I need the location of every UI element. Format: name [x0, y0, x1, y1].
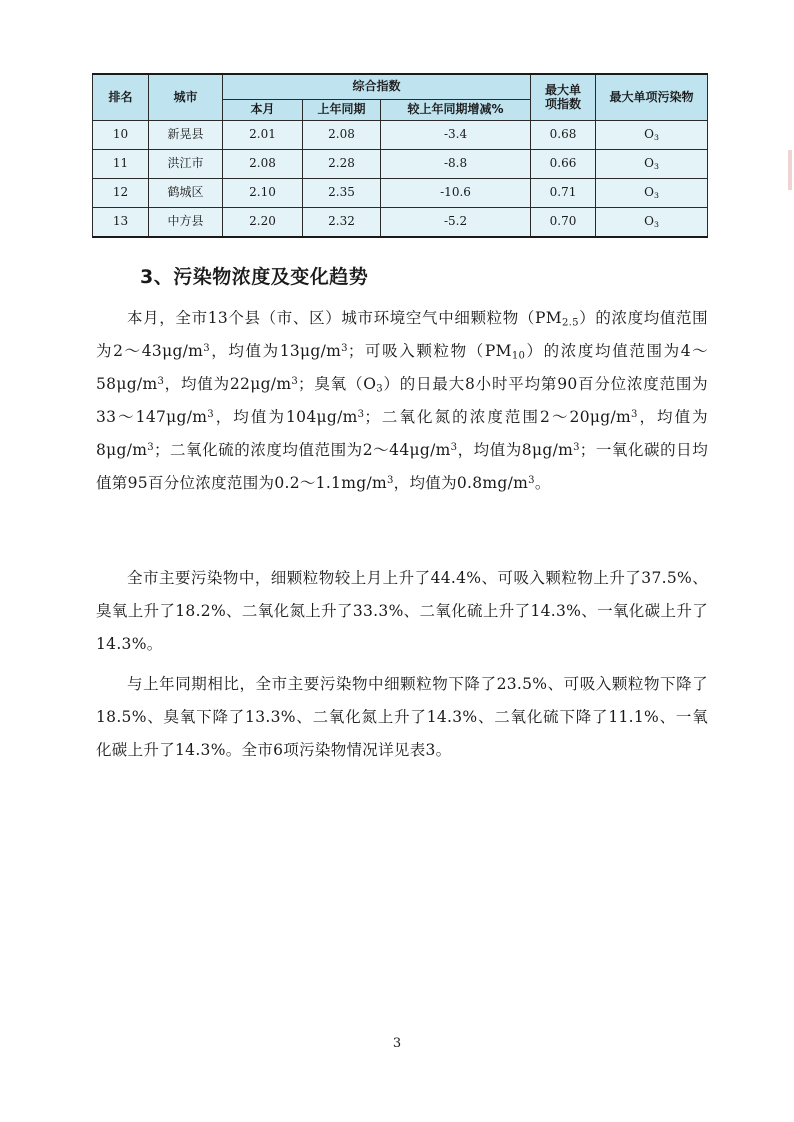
superscript: 3 [528, 474, 535, 486]
cell-change: -5.2 [381, 208, 531, 238]
header-city: 城市 [149, 74, 223, 121]
table-row [93, 150, 708, 179]
text-run: ）的浓度均值范围为2～43μg/m [96, 309, 708, 360]
pollutant-symbol: O [644, 214, 654, 229]
text-run: ，均值为8μg/m [96, 408, 708, 459]
cell-rank: 13 [93, 208, 149, 238]
cell-this-month: 2.10 [223, 179, 303, 208]
text-run: 本月，全市13个县（市、区）城市环境空气中细颗粒物（PM [127, 309, 562, 327]
cell-this-month: 2.01 [223, 121, 303, 150]
pollutant-subscript: 3 [653, 220, 659, 230]
superscript: 3 [630, 408, 638, 420]
text-run: ，均值为22μg/m [164, 375, 292, 393]
cell-last-year: 2.35 [303, 179, 381, 208]
text-run: ，均值为0.8mg/m [393, 474, 529, 492]
subscript: 3 [376, 383, 383, 395]
pollutant-subscript: 3 [653, 191, 659, 201]
page-number: 3 [392, 1036, 402, 1051]
text-run: ；一氧化碳的日均值第95百分位浓度范围为0.2～1.1mg/m [96, 441, 708, 492]
cell-change: -8.8 [381, 150, 531, 179]
text-run: ）的日最大8小时平均第90百分位浓度范围为33～147μg/m [96, 375, 708, 426]
cell-max-index: 0.68 [531, 121, 596, 150]
superscript: 3 [341, 342, 348, 354]
header-this-month: 本月 [223, 100, 303, 121]
pollutant-subscript: 3 [653, 133, 659, 143]
text-run: ，均值为8μg/m [457, 441, 574, 459]
cell-last-year: 2.32 [303, 208, 381, 238]
table-row [93, 121, 708, 150]
cell-city: 洪江市 [149, 150, 223, 179]
text-run: ，均值为104μg/m [213, 408, 358, 426]
cell-change: -10.6 [381, 179, 531, 208]
cell-last-year: 2.08 [303, 121, 381, 150]
scan-edge-mark [788, 150, 792, 190]
pollutant-symbol: O [644, 156, 654, 171]
paragraph-year-change: 与上年同期相比，全市主要污染物中细颗粒物下降了23.5%、可吸入颗粒物下降了18.5%、臭氧下降了13.3%、二氧化氮上升了14.3%、二氧化硫下降了11.1%、一氧化碳上升了14.3%。全市6项污染物情况详见表3。 [96, 675, 708, 759]
superscript: 3 [203, 342, 210, 354]
header-max-single-line1: 最大单 [545, 82, 582, 97]
text-run: ；臭氧（O [298, 375, 377, 393]
header-composite-index: 综合指数 [223, 74, 531, 100]
text-run: ；二氧化硫的浓度均值范围为2～44μg/m [153, 441, 451, 459]
cell-max-index: 0.66 [531, 150, 596, 179]
cell-city: 中方县 [149, 208, 223, 238]
cell-rank: 11 [93, 150, 149, 179]
superscript: 3 [207, 408, 214, 420]
cell-city: 鹤城区 [149, 179, 223, 208]
pollutant-subscript: 3 [653, 162, 659, 172]
header-change: 较上年同期增减% [381, 100, 531, 121]
cell-last-year: 2.28 [303, 150, 381, 179]
text-run: ；二氧化氮的浓度范围2～20μg/m [364, 408, 631, 426]
text-run: ）的浓度均值范围为4～58μg/m [96, 342, 708, 393]
subscript: 2.5 [561, 317, 579, 329]
superscript: 3 [147, 441, 154, 453]
subscript: 10 [511, 350, 526, 362]
text-run: ，均值为13μg/m [209, 342, 342, 360]
table-header-row-1 [93, 74, 708, 100]
air-quality-table [92, 73, 708, 238]
cell-pollutant [596, 208, 708, 238]
superscript: 3 [357, 408, 365, 420]
superscript: 3 [573, 441, 580, 453]
table-row [93, 179, 708, 208]
superscript: 3 [157, 375, 165, 387]
header-rank: 排名 [93, 74, 149, 121]
cell-max-index: 0.70 [531, 208, 596, 238]
air-quality-table-wrapper [92, 73, 707, 238]
section-heading: 3、污染物浓度及变化趋势 [140, 266, 369, 288]
superscript: 3 [291, 375, 299, 387]
header-max-pollutant: 最大单项污染物 [596, 74, 708, 121]
cell-pollutant [596, 121, 708, 150]
header-last-year: 上年同期 [303, 100, 381, 121]
cell-pollutant [596, 150, 708, 179]
cell-rank: 10 [93, 121, 149, 150]
pollutant-symbol: O [644, 185, 654, 200]
cell-change: -3.4 [381, 121, 531, 150]
paragraph-month-change: 全市主要污染物中，细颗粒物较上月上升了44.4%、可吸入颗粒物上升了37.5%、臭氧上升了18.2%、二氧化氮上升了33.3%、二氧化硫上升了14.3%、一氧化碳上升了14.3%。 [96, 569, 708, 653]
table-row [93, 208, 708, 238]
cell-rank: 12 [93, 179, 149, 208]
header-max-single-index [531, 74, 596, 121]
cell-this-month: 2.20 [223, 208, 303, 238]
cell-pollutant [596, 179, 708, 208]
cell-city: 新晃县 [149, 121, 223, 150]
pollutant-symbol: O [644, 127, 654, 142]
superscript: 3 [386, 474, 394, 486]
paragraph-concentration [96, 302, 708, 500]
cell-max-index: 0.71 [531, 179, 596, 208]
header-max-single-line2: 项指数 [545, 96, 582, 111]
superscript: 3 [450, 441, 458, 453]
cell-this-month: 2.08 [223, 150, 303, 179]
text-run: 。 [534, 474, 551, 492]
text-run: ；可吸入颗粒物（PM [347, 342, 512, 360]
